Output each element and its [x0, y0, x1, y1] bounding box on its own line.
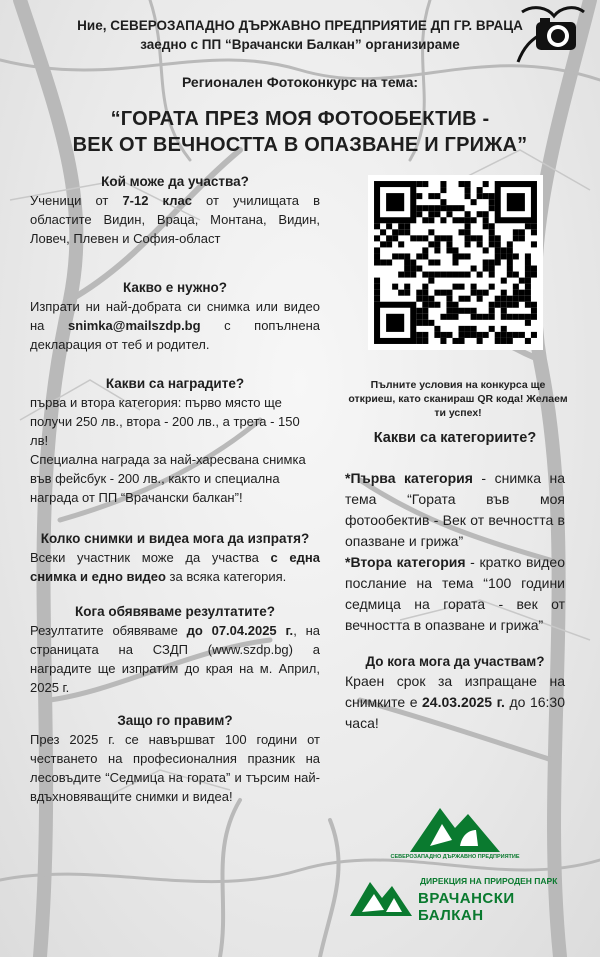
- park-label: ДИРЕКЦИЯ НА ПРИРОДЕН ПАРК: [420, 876, 558, 886]
- need-text: [30, 297, 320, 354]
- who-grades: 7-12 клас: [122, 193, 192, 208]
- who-text: [30, 191, 320, 248]
- count-heading: Колко снимки и видеа мога да изпратя?: [40, 531, 310, 546]
- prizes-text-2: Специална награда за най-харесвана снимка във фейсбук - 200 лв., както и специална награда от ПП “Врачански балкан”!: [30, 452, 306, 505]
- deadline-text: [345, 671, 565, 734]
- right-column: [345, 430, 565, 734]
- title-line-2: ВЕК ОТ ВЕЧНОСТТА В ОПАЗВАНЕ И ГРИЖА”: [72, 134, 528, 156]
- section-who: [30, 174, 320, 248]
- contest-email[interactable]: snimka@mailszdp.bg: [67, 318, 201, 333]
- organizer-line: Ние, СЕВЕРОЗАПАДНО ДЪРЖАВНО ПРЕДПРИЯТИЕ ДП ГР. ВРАЦА: [77, 18, 523, 33]
- section-need: [30, 280, 320, 354]
- category-1-text: [345, 468, 565, 552]
- need-heading: Какво е нужно?: [122, 280, 228, 295]
- section-categories: [345, 430, 565, 636]
- prizes-text-1: първа и втора категория: първо място ще получи 250 лв., втора - 200 лв., а трета - 150 лв!: [30, 395, 300, 448]
- need-text-2: с попълнена декларация от теб и родител.: [30, 318, 321, 352]
- szdp-logo: [390, 800, 520, 862]
- why-heading: Защо го правим?: [117, 713, 233, 728]
- deadline-date: 24.03.2025 г.: [422, 694, 505, 710]
- section-prizes: [30, 376, 320, 507]
- svg-text:СЕВЕРОЗАПАДНО ДЪРЖАВНО ПРЕДПРИ: СЕВЕРОЗАПАДНО ДЪРЖАВНО ПРЕДПРИЯТИЕ: [390, 854, 520, 860]
- who-text-2: от училищата в областите Видин, Враца, Монтана, Видин, Ловеч, Плевен и София-област: [30, 193, 321, 246]
- section-why: [30, 713, 320, 806]
- category-2-text: [345, 552, 565, 636]
- left-column: [30, 174, 320, 806]
- section-results: [30, 604, 320, 697]
- results-text: [30, 621, 320, 697]
- count-text: [30, 548, 320, 586]
- category-2-label: *Втора категория: [345, 554, 466, 570]
- prizes-heading: Какви са наградите?: [105, 376, 245, 391]
- count-text-1: Всеки участник може да участва: [30, 550, 271, 565]
- section-count: [30, 531, 320, 586]
- results-heading: Кога обявяваме резултатите?: [75, 604, 275, 619]
- results-date: до 07.04.2025 г.: [186, 623, 294, 638]
- camera-icon: [514, 2, 590, 66]
- qr-code[interactable]: [368, 175, 543, 350]
- deadline-text-2: до 16:30 часа!: [345, 694, 565, 731]
- title-line-1: “ГОРАТА ПРЕЗ МОЯ ФОТООБЕКТИВ -: [110, 108, 490, 130]
- results-text-2: , на страницата на СЗДП (www.szdp.bg) а наградите ще изпратим до края на м. Април, 2025 г.: [30, 623, 320, 695]
- category-1-desc: - снимка на тема “Гората във моя фотообектив - Век от вечността в опазване и грижа”: [345, 470, 565, 549]
- count-limit: с една снимка и едно видео: [30, 550, 320, 584]
- who-heading: Кой може да участва?: [101, 174, 249, 189]
- category-2-desc: - кратко видео послание на тема “100 години седмица на гората - век от вечността в опазване и грижа”: [345, 554, 565, 633]
- results-text-1: Резултатите обявяваме: [30, 623, 187, 638]
- partner-line: заедно с ПП “Врачански Балкан” организираме: [140, 37, 460, 52]
- deadline-heading: До кога мога да участвам?: [365, 654, 545, 669]
- who-text-1: Ученици от: [30, 193, 123, 208]
- need-text-1: Изпрати ни най-добрата си снимка или видео на: [30, 299, 320, 333]
- qr-caption: Пълните условия на конкурса ще откриеш, като сканираш QR кода! Желаем ти успех!: [348, 379, 568, 419]
- categories-heading: Какви са категориите?: [373, 430, 537, 446]
- category-1-label: *Първа категория: [345, 470, 473, 486]
- count-text-2: за всяка категория.: [165, 569, 287, 584]
- park-name: ВРАЧАНСКИ БАЛКАН: [418, 890, 515, 924]
- contest-type: Регионален Фотоконкурс на тема:: [181, 74, 419, 90]
- deadline-text-1: Краен срок за изпращане на снимките е: [345, 673, 565, 710]
- why-text: През 2025 г. се навършват 100 години от честването на професионалния празник на лесовъдите “Седмица на гората” и търсим най-вдъхновяващите снимки и видеа!: [30, 732, 320, 804]
- contest-title: [40, 106, 560, 158]
- section-deadline: [345, 654, 565, 734]
